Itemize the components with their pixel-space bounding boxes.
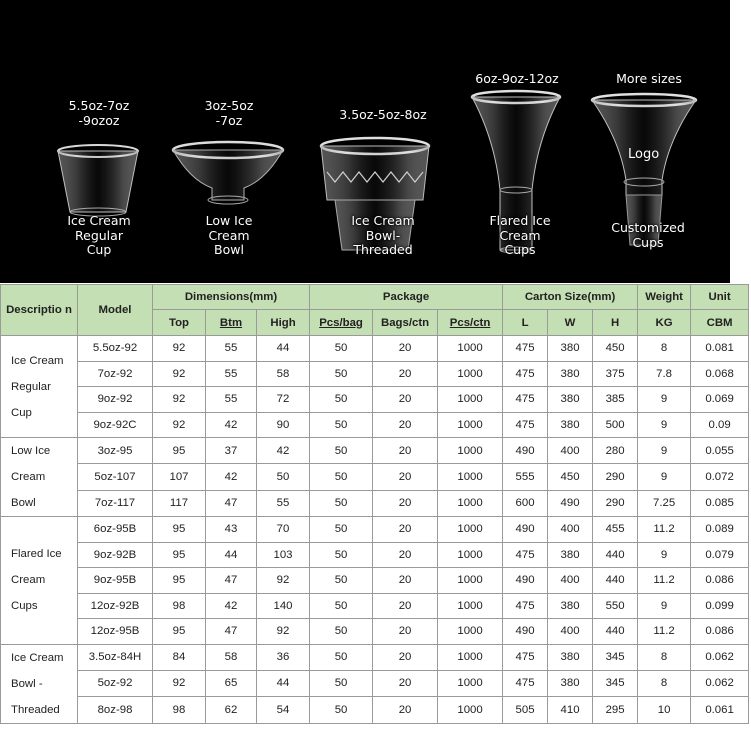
value-cell: 90 xyxy=(257,412,310,438)
description-line: Ice Cream xyxy=(11,651,64,664)
value-cell: 1000 xyxy=(438,593,503,619)
value-cell: 400 xyxy=(548,568,593,594)
value-cell: 37 xyxy=(206,438,257,464)
value-cell: 8 xyxy=(638,670,691,696)
value-cell: 95 xyxy=(153,619,206,645)
table-body xyxy=(1,336,749,724)
value-cell: 95 xyxy=(153,542,206,568)
value-cell: 0.081 xyxy=(691,336,749,362)
value-cell: 475 xyxy=(503,336,548,362)
value-cell: 450 xyxy=(548,464,593,490)
value-cell: 290 xyxy=(593,490,638,516)
table-row xyxy=(1,670,749,696)
value-cell: 440 xyxy=(593,542,638,568)
value-cell: 550 xyxy=(593,593,638,619)
value-cell: 50 xyxy=(257,464,310,490)
value-cell: 117 xyxy=(153,490,206,516)
value-cell: 0.079 xyxy=(691,542,749,568)
value-cell: 1000 xyxy=(438,568,503,594)
value-cell: 50 xyxy=(310,464,373,490)
model-cell: 12oz-95B xyxy=(78,619,153,645)
more-sizes-label: More sizes xyxy=(616,71,682,86)
value-cell: 0.068 xyxy=(691,361,749,387)
value-cell: 20 xyxy=(373,490,438,516)
value-cell: 8 xyxy=(638,336,691,362)
value-cell: 505 xyxy=(503,697,548,723)
table-row xyxy=(1,336,749,362)
value-cell: 42 xyxy=(257,438,310,464)
value-cell: 475 xyxy=(503,593,548,619)
value-cell: 385 xyxy=(593,387,638,413)
value-cell: 20 xyxy=(373,361,438,387)
value-cell: 0.089 xyxy=(691,517,749,543)
customized-cups-label: Customized Cups xyxy=(611,220,685,250)
value-cell: 11.2 xyxy=(638,517,691,543)
description-line: Bowl xyxy=(11,497,36,509)
value-cell: 92 xyxy=(153,361,206,387)
description-line: Cream xyxy=(11,471,46,483)
value-cell: 9 xyxy=(638,593,691,619)
table-row xyxy=(1,464,749,490)
value-cell: 55 xyxy=(206,387,257,413)
value-cell: 10 xyxy=(638,697,691,723)
value-cell: 103 xyxy=(257,542,310,568)
pcs-bag-header: Pcs/bag xyxy=(310,310,373,336)
value-cell: 490 xyxy=(548,490,593,516)
description-cell xyxy=(1,438,78,517)
value-cell: 92 xyxy=(153,387,206,413)
value-cell: 20 xyxy=(373,517,438,543)
value-cell: 54 xyxy=(257,697,310,723)
value-cell: 8 xyxy=(638,644,691,670)
value-cell: 50 xyxy=(310,619,373,645)
pcs-ctn-header: Pcs/ctn xyxy=(438,310,503,336)
value-cell: 450 xyxy=(593,336,638,362)
description-line: Bowl - xyxy=(11,677,43,690)
value-cell: 380 xyxy=(548,336,593,362)
value-cell: 0.085 xyxy=(691,490,749,516)
value-cell: 1000 xyxy=(438,464,503,490)
description-cell xyxy=(1,336,78,438)
value-cell: 50 xyxy=(310,568,373,594)
value-cell: 440 xyxy=(593,619,638,645)
value-cell: 50 xyxy=(310,542,373,568)
value-cell: 47 xyxy=(206,568,257,594)
table-row xyxy=(1,412,749,438)
value-cell: 0.09 xyxy=(691,412,749,438)
value-cell: 92 xyxy=(257,619,310,645)
value-cell: 50 xyxy=(310,670,373,696)
value-cell: 475 xyxy=(503,412,548,438)
cbm-header: CBM xyxy=(691,310,749,336)
value-cell: 20 xyxy=(373,542,438,568)
table-row xyxy=(1,361,749,387)
description-line: Cup xyxy=(11,406,32,419)
model-cell: 12oz-92B xyxy=(78,593,153,619)
high-header: High xyxy=(257,310,310,336)
value-cell: 380 xyxy=(548,361,593,387)
value-cell: 1000 xyxy=(438,619,503,645)
value-cell: 20 xyxy=(373,670,438,696)
table-row xyxy=(1,542,749,568)
btm-header: Btm xyxy=(206,310,257,336)
model-cell: 8oz-98 xyxy=(78,697,153,723)
model-header: Model xyxy=(78,285,153,336)
value-cell: 55 xyxy=(206,336,257,362)
flared-cup-label: Flared Ice Cream Cups xyxy=(489,213,551,257)
table-header xyxy=(1,285,749,336)
model-cell: 9oz-92B xyxy=(78,542,153,568)
value-cell: 9 xyxy=(638,542,691,568)
value-cell: 345 xyxy=(593,670,638,696)
value-cell: 44 xyxy=(257,670,310,696)
value-cell: 375 xyxy=(593,361,638,387)
model-cell: 3oz-95 xyxy=(78,438,153,464)
value-cell: 50 xyxy=(310,438,373,464)
value-cell: 1000 xyxy=(438,490,503,516)
value-cell: 7.25 xyxy=(638,490,691,516)
value-cell: 11.2 xyxy=(638,568,691,594)
value-cell: 380 xyxy=(548,644,593,670)
value-cell: 475 xyxy=(503,387,548,413)
model-cell: 5oz-107 xyxy=(78,464,153,490)
value-cell: 1000 xyxy=(438,697,503,723)
description-line: Flared Ice xyxy=(11,548,62,561)
description-line: Regular xyxy=(11,380,51,393)
width-header: W xyxy=(548,310,593,336)
value-cell: 1000 xyxy=(438,438,503,464)
flared-cup-sizes: 6oz-9oz-12oz xyxy=(475,71,559,86)
model-cell: 7oz-92 xyxy=(78,361,153,387)
value-cell: 44 xyxy=(257,336,310,362)
length-header: L xyxy=(503,310,548,336)
value-cell: 400 xyxy=(548,619,593,645)
description-line: Low Ice xyxy=(11,445,51,457)
weight-header: Weight xyxy=(638,285,691,310)
value-cell: 9 xyxy=(638,412,691,438)
value-cell: 42 xyxy=(206,412,257,438)
value-cell: 380 xyxy=(548,412,593,438)
value-cell: 0.072 xyxy=(691,464,749,490)
value-cell: 47 xyxy=(206,490,257,516)
value-cell: 0.062 xyxy=(691,670,749,696)
value-cell: 490 xyxy=(503,517,548,543)
table-row xyxy=(1,438,749,464)
value-cell: 58 xyxy=(257,361,310,387)
value-cell: 440 xyxy=(593,568,638,594)
product-photo-banner xyxy=(0,0,730,283)
description-line: Cream xyxy=(11,574,46,587)
value-cell: 20 xyxy=(373,336,438,362)
low-bowl-label: Low Ice Cream Bowl xyxy=(205,213,253,257)
value-cell: 92 xyxy=(153,412,206,438)
value-cell: 1000 xyxy=(438,387,503,413)
model-cell: 3.5oz-84H xyxy=(78,644,153,670)
value-cell: 290 xyxy=(593,464,638,490)
value-cell: 400 xyxy=(548,438,593,464)
value-cell: 1000 xyxy=(438,517,503,543)
description-header: Descriptio n xyxy=(1,285,78,336)
table-row xyxy=(1,517,749,543)
value-cell: 140 xyxy=(257,593,310,619)
value-cell: 50 xyxy=(310,697,373,723)
value-cell: 490 xyxy=(503,438,548,464)
regular-cup-photo xyxy=(58,145,138,216)
value-cell: 42 xyxy=(206,593,257,619)
value-cell: 72 xyxy=(257,387,310,413)
specification-table xyxy=(0,284,749,724)
value-cell: 50 xyxy=(310,517,373,543)
description-line: Ice Cream xyxy=(11,354,64,367)
value-cell: 9 xyxy=(638,387,691,413)
value-cell: 380 xyxy=(548,593,593,619)
value-cell: 36 xyxy=(257,644,310,670)
value-cell: 475 xyxy=(503,644,548,670)
value-cell: 490 xyxy=(503,568,548,594)
value-cell: 98 xyxy=(153,697,206,723)
table-row xyxy=(1,697,749,723)
threaded-bowl-label: Ice Cream Bowl- Threaded xyxy=(351,213,415,257)
value-cell: 0.055 xyxy=(691,438,749,464)
value-cell: 98 xyxy=(153,593,206,619)
value-cell: 1000 xyxy=(438,412,503,438)
value-cell: 0.086 xyxy=(691,568,749,594)
value-cell: 0.069 xyxy=(691,387,749,413)
model-cell: 5oz-92 xyxy=(78,670,153,696)
unit-header: Unit xyxy=(691,285,749,310)
value-cell: 50 xyxy=(310,644,373,670)
value-cell: 92 xyxy=(153,670,206,696)
value-cell: 1000 xyxy=(438,336,503,362)
model-cell: 9oz-92C xyxy=(78,412,153,438)
description-cell xyxy=(1,644,78,723)
value-cell: 500 xyxy=(593,412,638,438)
value-cell: 43 xyxy=(206,517,257,543)
value-cell: 0.061 xyxy=(691,697,749,723)
low-bowl-photo xyxy=(173,142,283,204)
value-cell: 475 xyxy=(503,542,548,568)
value-cell: 555 xyxy=(503,464,548,490)
value-cell: 20 xyxy=(373,568,438,594)
value-cell: 475 xyxy=(503,361,548,387)
value-cell: 20 xyxy=(373,644,438,670)
value-cell: 55 xyxy=(206,361,257,387)
model-cell: 9oz-92 xyxy=(78,387,153,413)
table-row xyxy=(1,593,749,619)
value-cell: 490 xyxy=(503,619,548,645)
value-cell: 1000 xyxy=(438,670,503,696)
value-cell: 62 xyxy=(206,697,257,723)
height-header: H xyxy=(593,310,638,336)
value-cell: 50 xyxy=(310,361,373,387)
value-cell: 20 xyxy=(373,438,438,464)
value-cell: 7.8 xyxy=(638,361,691,387)
value-cell: 95 xyxy=(153,438,206,464)
value-cell: 455 xyxy=(593,517,638,543)
value-cell: 0.099 xyxy=(691,593,749,619)
value-cell: 65 xyxy=(206,670,257,696)
value-cell: 50 xyxy=(310,387,373,413)
value-cell: 20 xyxy=(373,697,438,723)
value-cell: 1000 xyxy=(438,361,503,387)
value-cell: 0.062 xyxy=(691,644,749,670)
value-cell: 20 xyxy=(373,464,438,490)
value-cell: 295 xyxy=(593,697,638,723)
value-cell: 20 xyxy=(373,412,438,438)
value-cell: 0.086 xyxy=(691,619,749,645)
logo-placeholder: Logo xyxy=(628,147,660,162)
model-cell: 5.5oz-92 xyxy=(78,336,153,362)
value-cell: 1000 xyxy=(438,644,503,670)
value-cell: 107 xyxy=(153,464,206,490)
table-row xyxy=(1,387,749,413)
value-cell: 55 xyxy=(257,490,310,516)
regular-cup-sizes: 5.5oz-7oz -9ozoz xyxy=(68,98,130,128)
threaded-bowl-sizes: 3.5oz-5oz-8oz xyxy=(339,107,427,122)
value-cell: 92 xyxy=(153,336,206,362)
value-cell: 20 xyxy=(373,593,438,619)
kg-header: KG xyxy=(638,310,691,336)
value-cell: 9 xyxy=(638,464,691,490)
value-cell: 410 xyxy=(548,697,593,723)
value-cell: 380 xyxy=(548,387,593,413)
description-line: Threaded xyxy=(11,703,60,716)
description-line: Cups xyxy=(11,600,38,613)
value-cell: 11.2 xyxy=(638,619,691,645)
value-cell: 84 xyxy=(153,644,206,670)
value-cell: 92 xyxy=(257,568,310,594)
regular-cup-label: Ice Cream Regular Cup xyxy=(67,213,131,257)
carton-size-header: Carton Size(mm) xyxy=(503,285,638,310)
value-cell: 42 xyxy=(206,464,257,490)
value-cell: 380 xyxy=(548,542,593,568)
value-cell: 9 xyxy=(638,438,691,464)
value-cell: 95 xyxy=(153,568,206,594)
low-bowl-sizes: 3oz-5oz -7oz xyxy=(204,98,254,128)
value-cell: 50 xyxy=(310,593,373,619)
package-header: Package xyxy=(310,285,503,310)
value-cell: 600 xyxy=(503,490,548,516)
value-cell: 1000 xyxy=(438,542,503,568)
dimensions-header: Dimensions(mm) xyxy=(153,285,310,310)
value-cell: 58 xyxy=(206,644,257,670)
value-cell: 400 xyxy=(548,517,593,543)
model-cell: 7oz-117 xyxy=(78,490,153,516)
value-cell: 50 xyxy=(310,336,373,362)
value-cell: 380 xyxy=(548,670,593,696)
table-row xyxy=(1,619,749,645)
value-cell: 475 xyxy=(503,670,548,696)
table-row xyxy=(1,644,749,670)
value-cell: 47 xyxy=(206,619,257,645)
value-cell: 20 xyxy=(373,387,438,413)
value-cell: 20 xyxy=(373,619,438,645)
top-header: Top xyxy=(153,310,206,336)
table-row xyxy=(1,490,749,516)
value-cell: 70 xyxy=(257,517,310,543)
model-cell: 9oz-95B xyxy=(78,568,153,594)
value-cell: 345 xyxy=(593,644,638,670)
bags-ctn-header: Bags/ctn xyxy=(373,310,438,336)
value-cell: 44 xyxy=(206,542,257,568)
value-cell: 50 xyxy=(310,490,373,516)
value-cell: 95 xyxy=(153,517,206,543)
table-row xyxy=(1,568,749,594)
description-cell xyxy=(1,517,78,645)
value-cell: 280 xyxy=(593,438,638,464)
model-cell: 6oz-95B xyxy=(78,517,153,543)
value-cell: 50 xyxy=(310,412,373,438)
